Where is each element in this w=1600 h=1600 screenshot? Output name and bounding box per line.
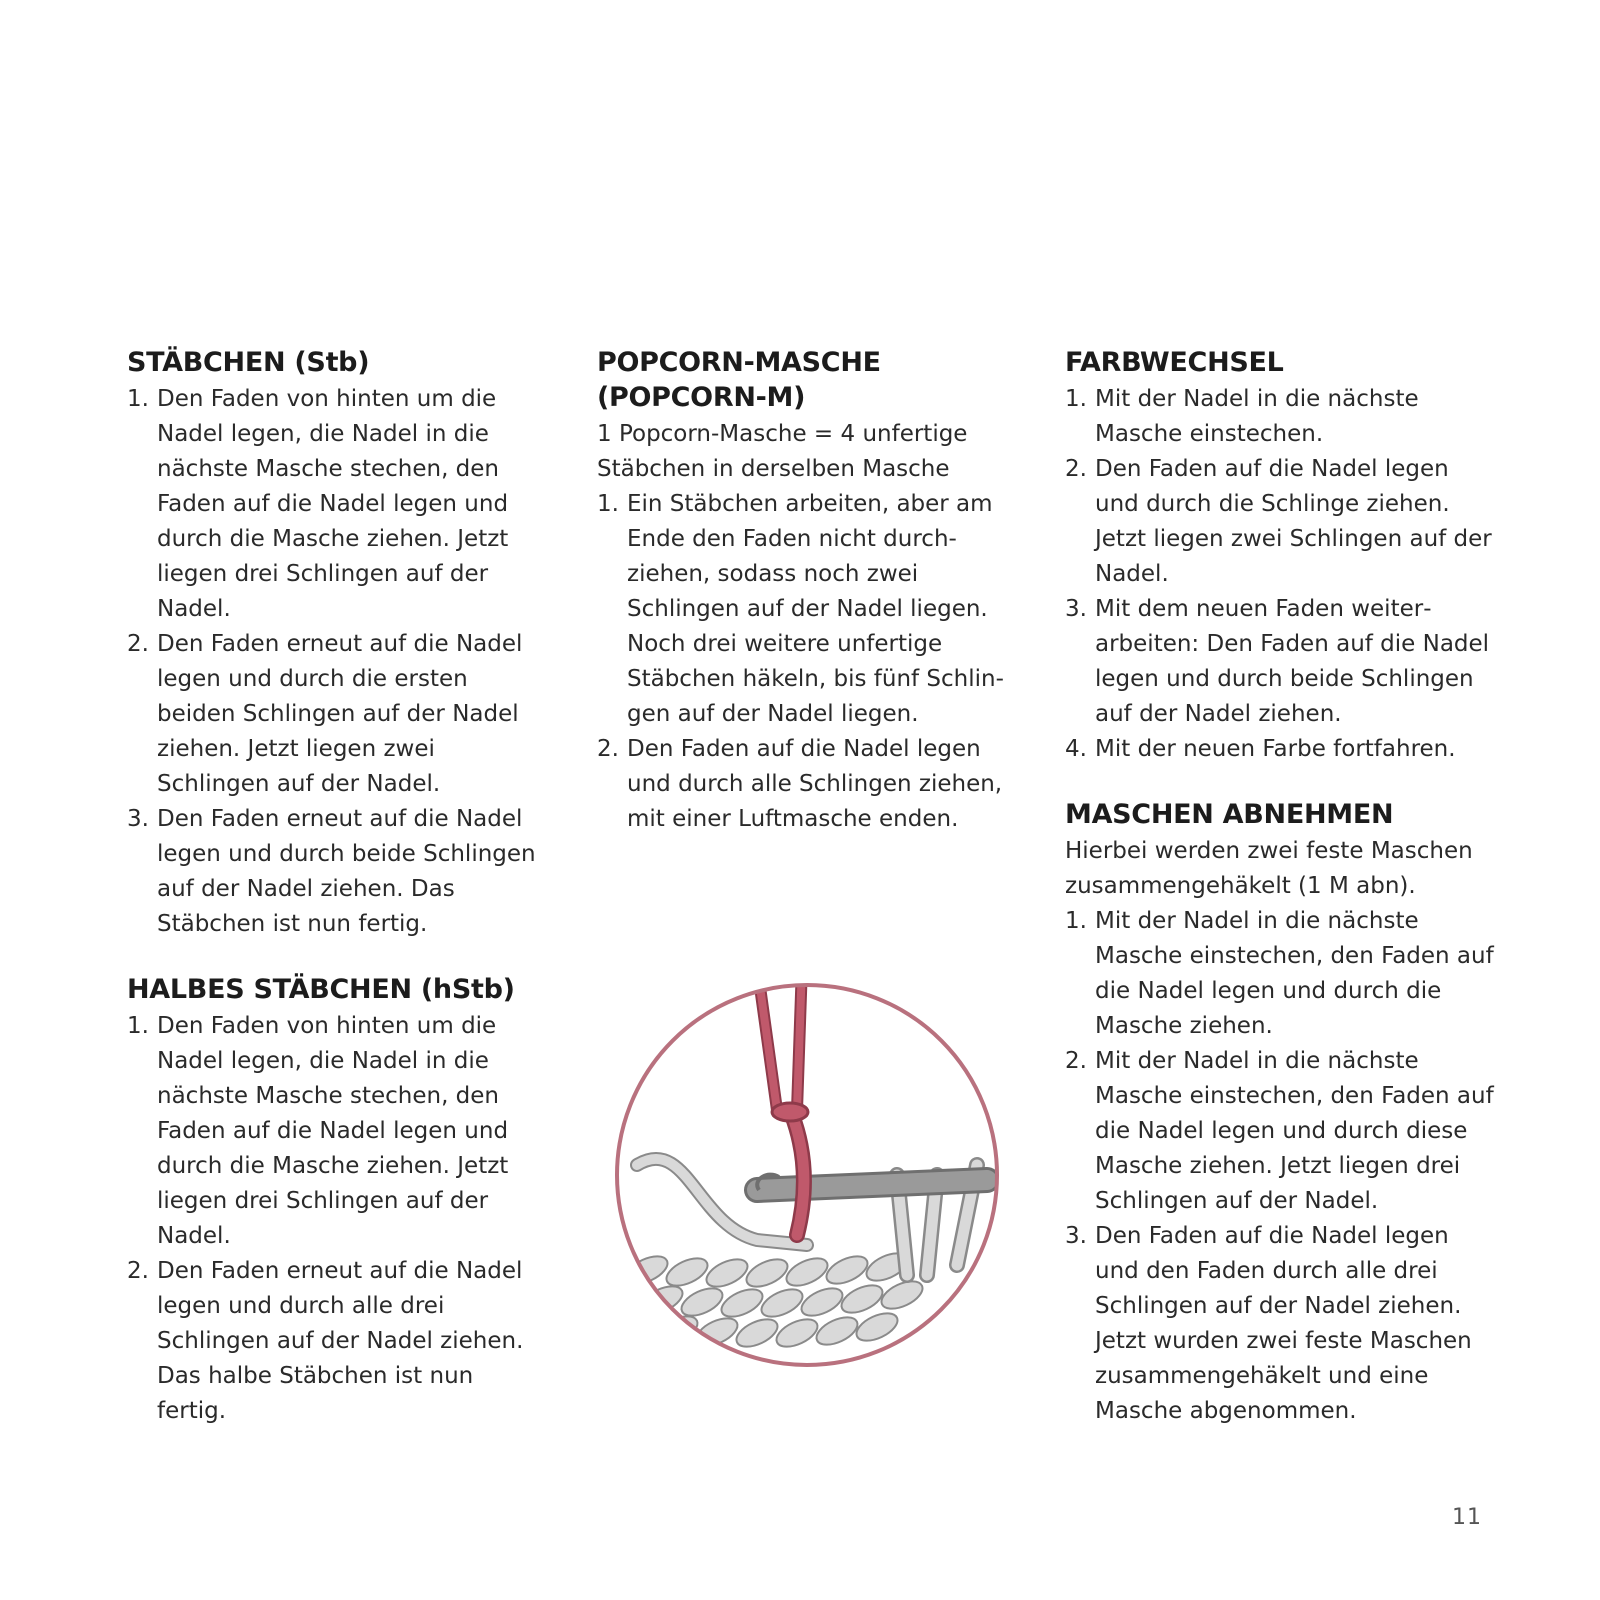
step-item: [1065, 382, 1495, 452]
step-item: [1065, 1044, 1495, 1219]
section-title-halbes-staebchen: HALBES STÄBCHEN (hStb): [127, 974, 515, 1005]
step-number: 2.: [597, 736, 619, 762]
step-item: [127, 382, 547, 627]
step-item: [1065, 732, 1495, 767]
step-number: 1.: [597, 491, 619, 517]
step-number: 3.: [1065, 1223, 1087, 1249]
step-item: [127, 1254, 547, 1429]
yarn-strand: [637, 1159, 807, 1245]
section-intro-popcorn: 1 Popcorn-Masche = 4 unfertige Stäbchen in derselben Masche: [597, 421, 968, 482]
section-maschen-abnehmen: [1065, 797, 1495, 1429]
step-item: [597, 732, 1017, 837]
crochet-hook: [757, 1175, 987, 1190]
step-text: Den Faden erneut auf die Nadel legen und durch die ersten beiden Schlingen auf der Nadel ziehen. Jetzt liegen zwei Schlingen auf der Nadel.: [157, 631, 523, 797]
step-number: 2.: [127, 631, 149, 657]
steps-maschen-abnehmen: [1065, 904, 1495, 1429]
step-item: [1065, 592, 1495, 732]
crochet-hook-illustration: [607, 975, 1007, 1375]
step-item: [1065, 904, 1495, 1044]
step-number: 2.: [127, 1258, 149, 1284]
step-item: [597, 487, 1017, 732]
step-item: [127, 802, 547, 942]
section-title-staebchen: STÄBCHEN (Stb): [127, 347, 370, 378]
step-number: 1.: [127, 386, 149, 412]
step-text: Den Faden auf die Nadel legen und durch alle Schlingen ziehen, mit einer Luftmasche enden.: [627, 736, 1003, 832]
column-right: [1065, 345, 1495, 1429]
section-farbwechsel: [1065, 345, 1495, 767]
step-number: 4.: [1065, 736, 1087, 762]
step-item: [127, 1009, 547, 1254]
step-text: Den Faden von hinten um die Nadel legen, die Nadel in die nächste Masche stechen, den Faden auf die Nadel legen und durch die Masche ziehen. Jetzt liegen drei Schlingen auf der Nadel.: [157, 1013, 509, 1249]
section-title-farbwechsel: FARBWECHSEL: [1065, 347, 1284, 378]
step-item: [1065, 1219, 1495, 1429]
section-intro-maschen-abnehmen: Hierbei werden zwei feste Maschen zusammengehäkelt (1 M abn).: [1065, 838, 1473, 899]
step-text: Mit der Nadel in die nächste Masche einstechen, den Faden auf die Nadel legen und durch die Masche ziehen.: [1095, 908, 1494, 1039]
step-number: 1.: [127, 1013, 149, 1039]
step-number: 2.: [1065, 456, 1087, 482]
page-number: 11: [1452, 1505, 1482, 1530]
step-text: Ein Stäbchen arbeiten, aber am Ende den Faden nicht durchziehen, sodass noch zwei Schlingen auf der Nadel liegen. Noch drei weitere unfertige Stäbchen häkeln, bis fünf Schlingen auf der Nadel liegen.: [627, 491, 1004, 727]
step-text: Den Faden von hinten um die Nadel legen, die Nadel in die nächste Masche stechen, den Faden auf die Nadel legen und durch die Masche ziehen. Jetzt liegen drei Schlingen auf der Nadel.: [157, 386, 509, 622]
step-text: Den Faden auf die Nadel legen und durch die Schlinge ziehen. Jetzt liegen zwei Schlingen auf der Nadel.: [1095, 456, 1492, 587]
step-text: Mit der Nadel in die nächste Masche einstechen.: [1095, 386, 1419, 447]
step-number: 1.: [1065, 386, 1087, 412]
section-halbes-staebchen: [127, 972, 547, 1429]
step-text: Den Faden auf die Nadel legen und den Faden durch alle drei Schlingen auf der Nadel ziehen. Jetzt wurden zwei feste Maschen zusammengehäkelt und eine Masche abgenommen.: [1095, 1223, 1472, 1424]
column-left: [127, 345, 547, 1429]
step-text: Mit dem neuen Faden weiterarbeiten: Den Faden auf die Nadel legen und durch beide Schlingen auf der Nadel ziehen.: [1095, 596, 1490, 727]
step-text: Mit der neuen Farbe fortfahren.: [1095, 736, 1456, 762]
steps-staebchen: [127, 382, 547, 942]
section-popcorn: [597, 345, 1017, 837]
steps-popcorn: [597, 487, 1017, 837]
step-item: [1065, 452, 1495, 592]
step-text: Mit der Nadel in die nächste Masche einstechen, den Faden auf die Nadel legen und durch diese Masche ziehen. Jetzt liegen drei Schlingen auf der Nadel.: [1095, 1048, 1494, 1214]
step-text: Den Faden erneut auf die Nadel legen und durch beide Schlingen auf der Nadel ziehen. Das Stäbchen ist nun fertig.: [157, 806, 536, 937]
step-number: 2.: [1065, 1048, 1087, 1074]
steps-farbwechsel: [1065, 382, 1495, 767]
stitch-rows: [622, 1248, 926, 1353]
section-title-maschen-abnehmen: MASCHEN ABNEHMEN: [1065, 799, 1394, 830]
step-number: 3.: [1065, 596, 1087, 622]
column-middle: [597, 345, 1017, 837]
section-staebchen: [127, 345, 547, 942]
section-title-popcorn: POPCORN-MASCHE (POPCORN-M): [597, 347, 881, 413]
step-item: [127, 627, 547, 802]
step-number: 3.: [127, 806, 149, 832]
steps-halbes-staebchen: [127, 1009, 547, 1429]
step-number: 1.: [1065, 908, 1087, 934]
step-text: Den Faden erneut auf die Nadel legen und durch alle drei Schlingen auf der Nadel ziehen. Das halbe Stäbchen ist nun fertig.: [157, 1258, 524, 1424]
